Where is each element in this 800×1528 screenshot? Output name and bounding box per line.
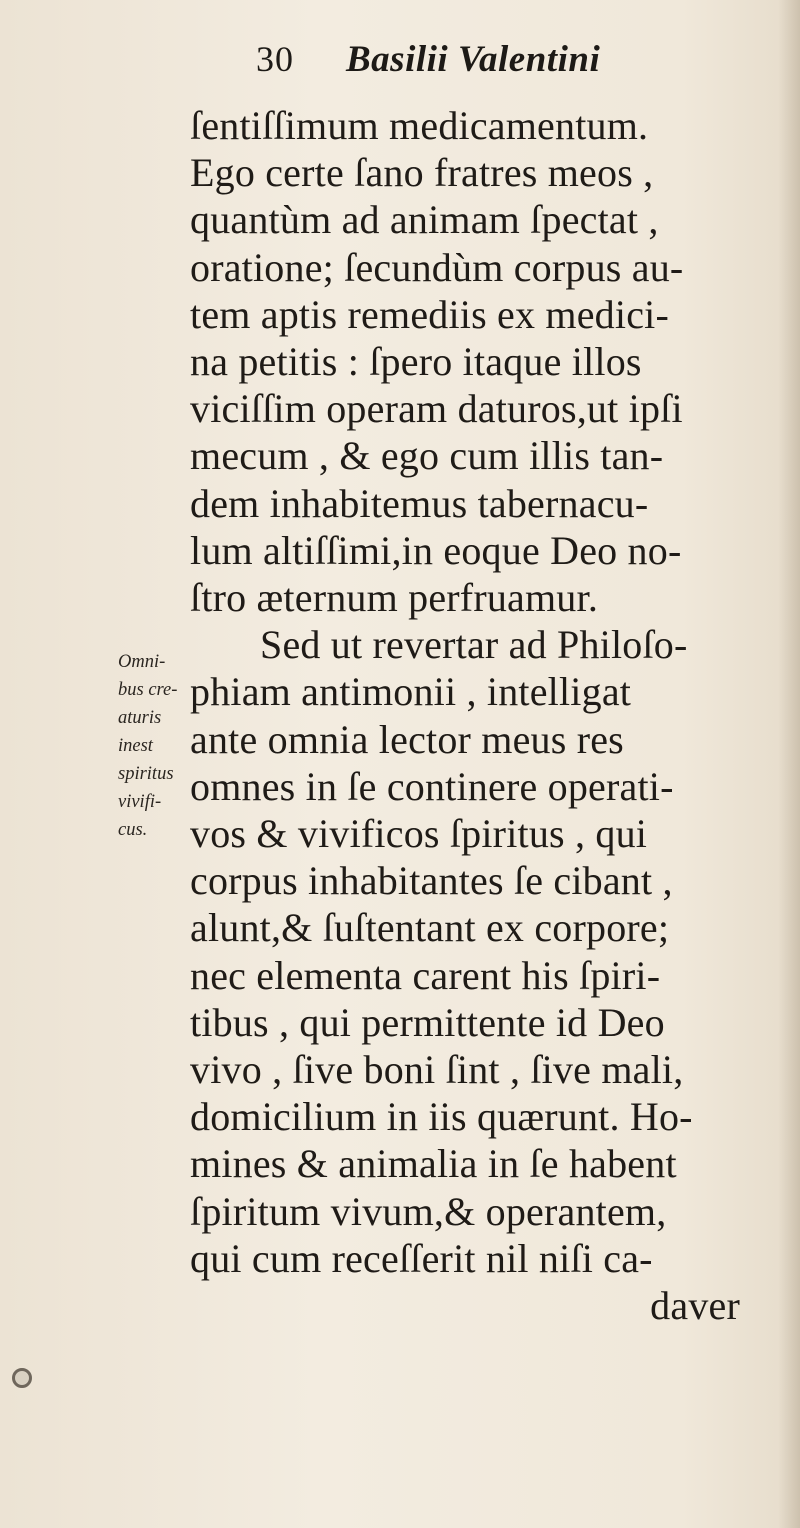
text-line: nec elementa carent his ſpiri- xyxy=(190,952,661,998)
catchword: daver xyxy=(650,1283,740,1329)
text-line: domicilium in iis quærunt. Ho- xyxy=(190,1094,693,1140)
text-line: na petitis : ſpero itaque illos xyxy=(190,339,642,385)
text-line: Ego certe ſano fratres meos , xyxy=(190,150,654,196)
body-text xyxy=(190,102,780,1329)
binding-hole-mark xyxy=(12,1368,32,1388)
margin-note-line: bus cre- xyxy=(118,680,178,700)
margin-note-line: vivifi- xyxy=(118,792,162,812)
text-line: qui cum receſſerit nil niſi ca- xyxy=(190,1235,653,1281)
margin-note xyxy=(118,648,198,844)
running-title: Basilii Valentini xyxy=(346,39,601,80)
text-line: lum altiſſimi,in eoque Deo no- xyxy=(190,527,682,573)
text-line: omnes in ſe continere operati- xyxy=(190,763,674,809)
page-header xyxy=(256,38,696,80)
margin-note-line: cus. xyxy=(118,820,148,840)
text-line: viciſſim operam daturos,ut ipſi xyxy=(190,386,683,432)
text-line: phiam antimonii , intelligat xyxy=(190,669,632,715)
margin-note-line: inest xyxy=(118,736,153,756)
margin-note-line: spiritus xyxy=(118,764,174,784)
text-line: vivo , ſive boni ſint , ſive mali, xyxy=(190,1047,684,1093)
text-line: tem aptis remediis ex medici- xyxy=(190,291,669,337)
text-line: ante omnia lector meus res xyxy=(190,716,624,762)
text-line: mecum , & ego cum illis tan- xyxy=(190,433,664,479)
text-line: ſentiſſimum medicamentum. xyxy=(190,103,649,148)
paragraph-start-line: Sed ut revertar ad Philoſo- xyxy=(260,622,688,668)
page-edge-shadow xyxy=(778,0,800,1528)
margin-note-line: Omni- xyxy=(118,652,166,672)
text-line: alunt,& ſuſtentant ex corpore; xyxy=(190,905,670,951)
margin-note-line: aturis xyxy=(118,708,162,728)
text-line: tibus , qui permittente id Deo xyxy=(190,999,665,1045)
page-number: 30 xyxy=(256,39,294,79)
text-line: quantùm ad animam ſpectat , xyxy=(190,197,659,243)
text-line: corpus inhabitantes ſe cibant , xyxy=(190,858,673,904)
text-line: ſpiritum vivum,& operantem, xyxy=(190,1188,667,1234)
text-line: ſtro æternum perfruamur. xyxy=(190,575,599,621)
text-line: vos & vivificos ſpiritus , qui xyxy=(190,811,648,857)
text-line: oratione; ſecundùm corpus au- xyxy=(190,244,684,290)
text-line: mines & animalia in ſe habent xyxy=(190,1141,677,1187)
text-line: dem inhabitemus tabernacu- xyxy=(190,480,649,526)
